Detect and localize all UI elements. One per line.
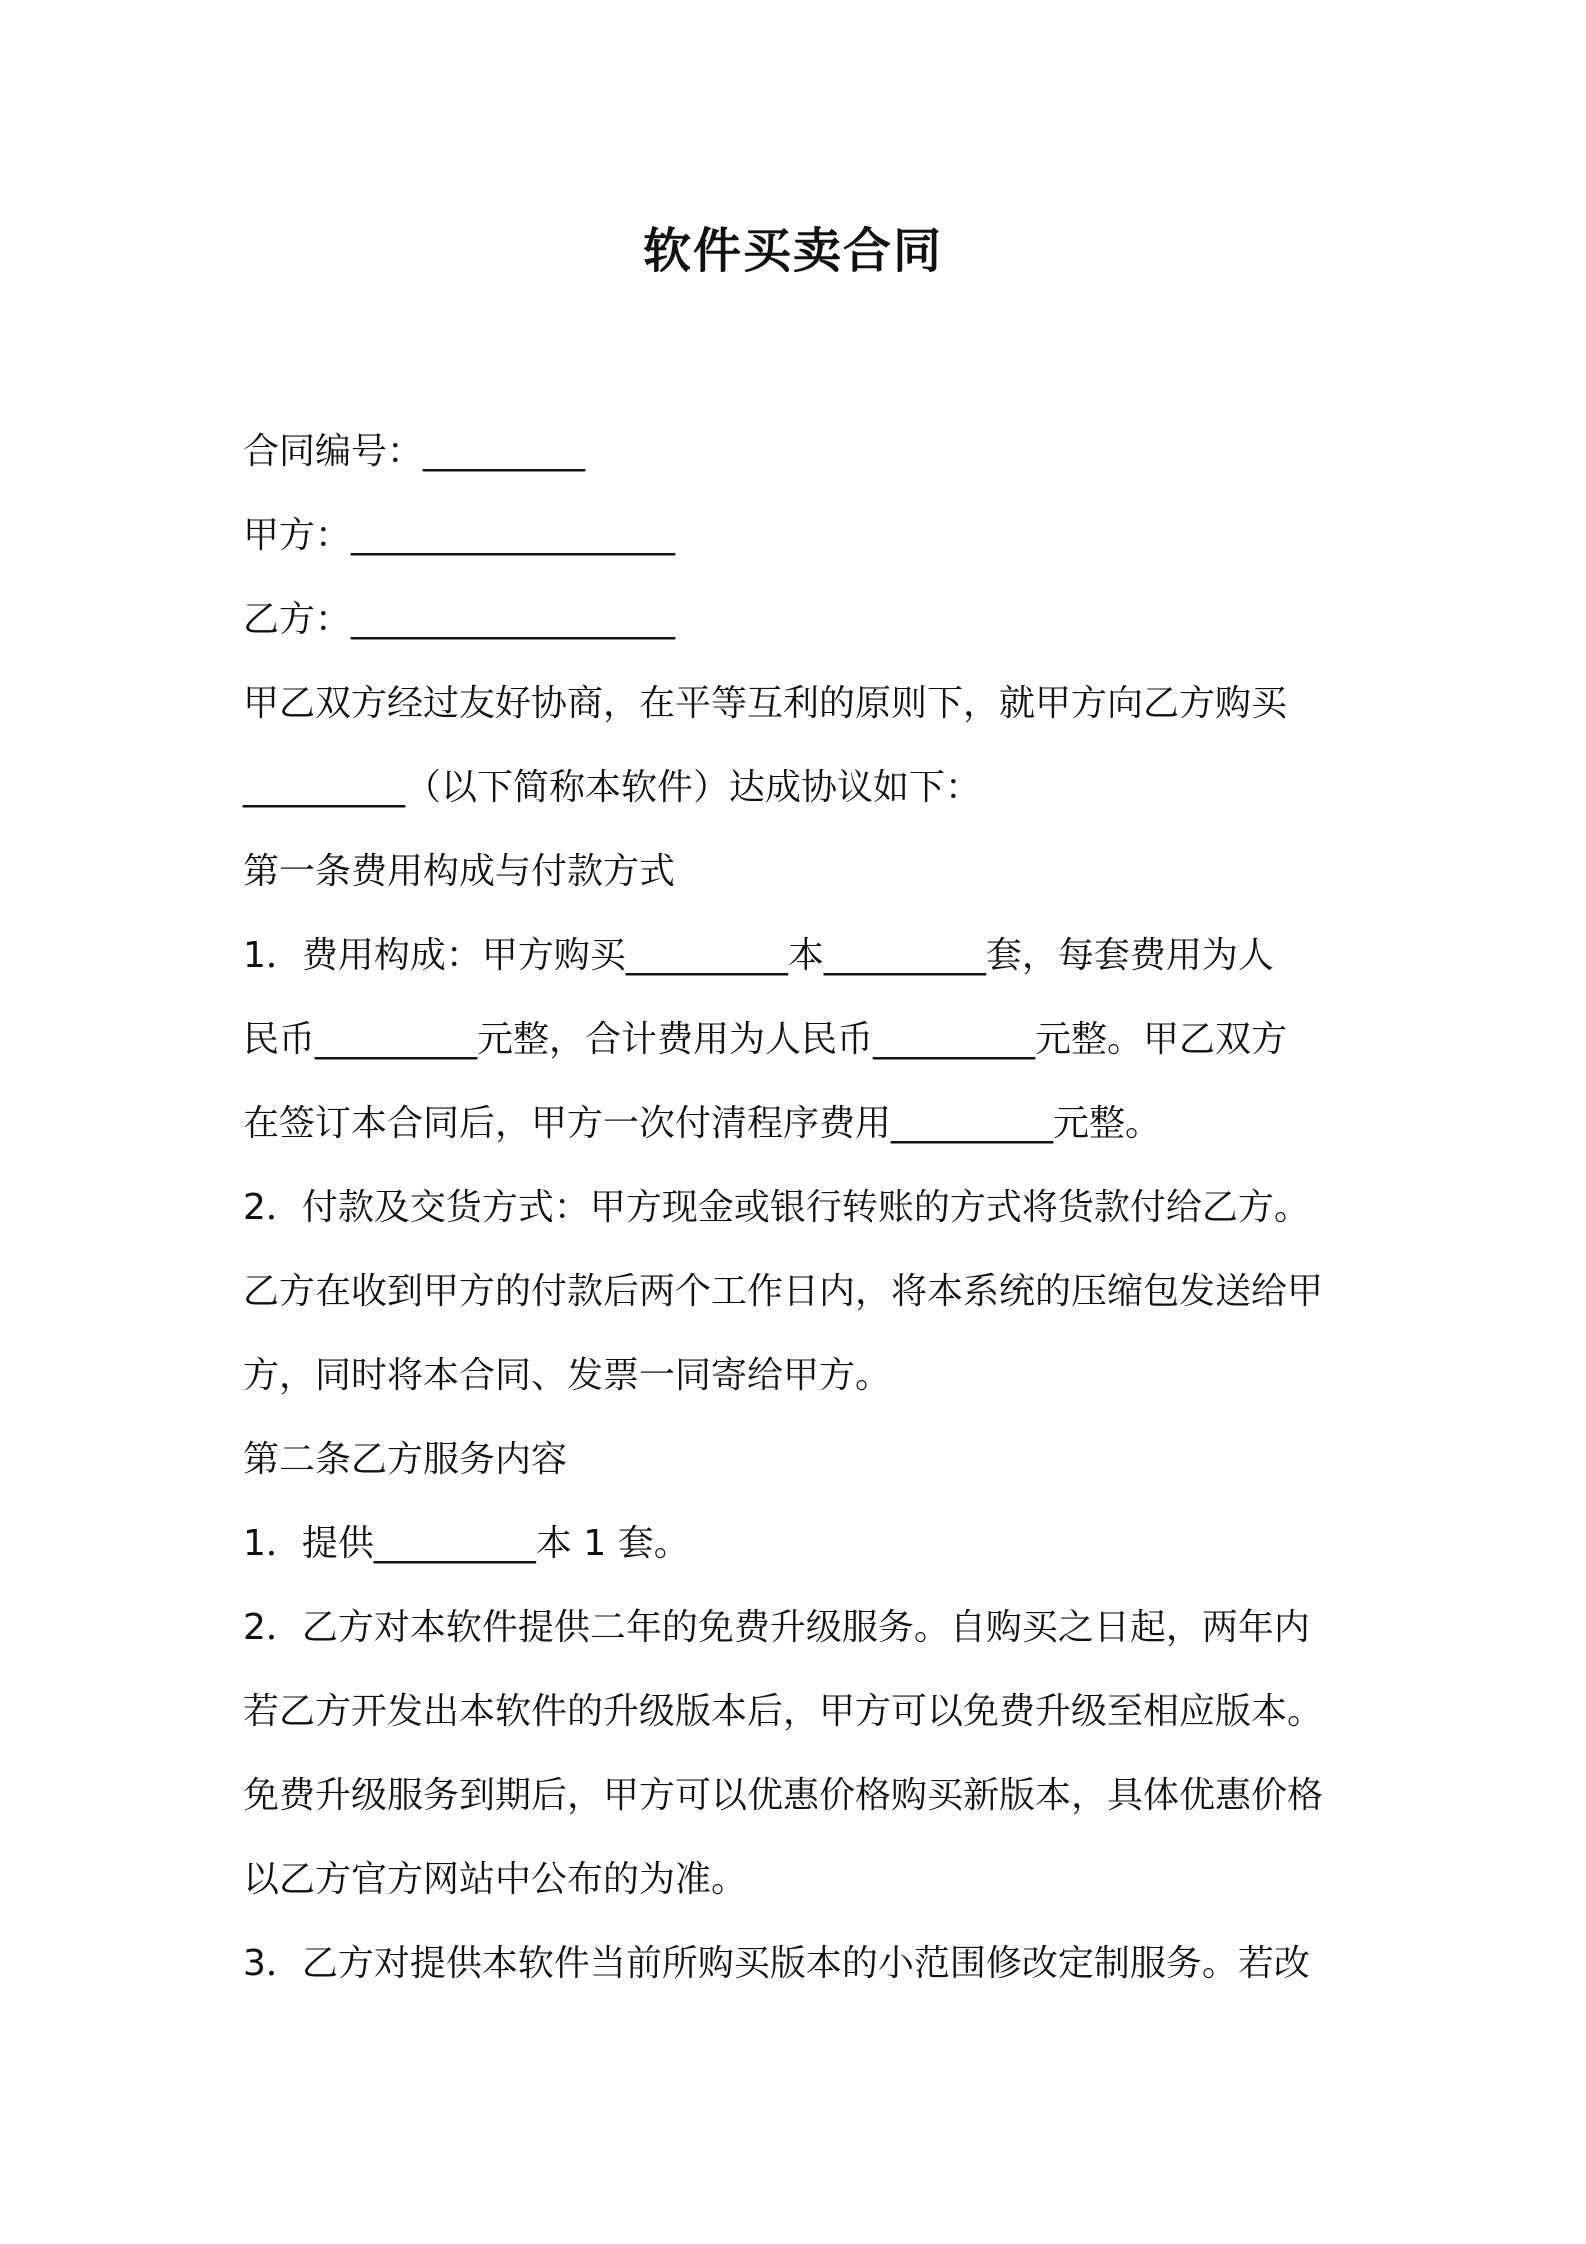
party-a-line: 甲方：__________________ — [243, 515, 676, 556]
paragraph-line: 在签订本合同后，甲方一次付清程序费用_________元整。 — [243, 1103, 1162, 1144]
article-heading: 第二条乙方服务内容 — [243, 1439, 568, 1480]
paragraph-line: 若乙方开发出本软件的升级版本后，甲方可以免费升级至相应版本。 — [243, 1691, 1324, 1732]
article-heading: 第一条费用构成与付款方式 — [243, 851, 676, 892]
paragraph-line: 1．提供_________本 1 套。 — [243, 1523, 690, 1564]
paragraph-line: 免费升级服务到期后，甲方可以优惠价格购买新版本，具体优惠价格 — [243, 1775, 1324, 1816]
document-title: 软件买卖合同 — [642, 223, 943, 279]
paragraph-line: 乙方在收到甲方的付款后两个工作日内，将本系统的压缩包发送给甲 — [243, 1271, 1324, 1312]
paragraph-line: 以乙方官方网站中公布的为准。 — [243, 1859, 748, 1900]
paragraph-line: 3．乙方对提供本软件当前所购买版本的小范围修改定制服务。若改 — [243, 1943, 1310, 1984]
contract-number-line: 合同编号：_________ — [243, 431, 586, 472]
paragraph-line: _________（以下简称本软件）达成协议如下： — [243, 767, 982, 808]
paragraph-line: 甲乙双方经过友好协商，在平等互利的原则下，就甲方向乙方购买 — [243, 683, 1288, 724]
paragraph-line: 方，同时将本合同、发票一同寄给甲方。 — [243, 1355, 892, 1396]
paragraph-line: 2．乙方对本软件提供二年的免费升级服务。自购买之日起，两年内 — [243, 1607, 1310, 1648]
paragraph-line: 民币_________元整，合计费用为人民币_________元整。甲乙双方 — [243, 1019, 1288, 1060]
document-body — [243, 410, 1353, 2006]
party-b-line: 乙方：__________________ — [243, 599, 676, 640]
paragraph-line: 1．费用构成：甲方购买_________本_________套，每套费用为人 — [243, 935, 1274, 976]
paragraph-line: 2．付款及交货方式：甲方现金或银行转账的方式将货款付给乙方。 — [243, 1187, 1310, 1228]
